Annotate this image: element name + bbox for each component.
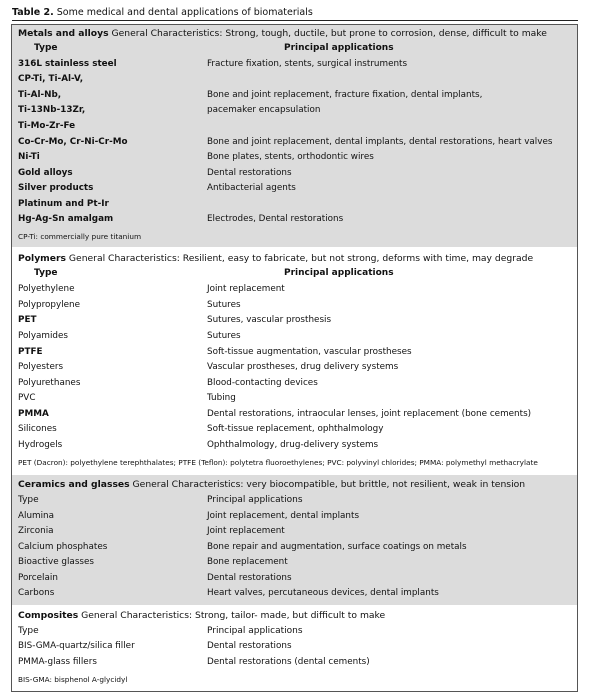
- section-metals: [12, 25, 578, 247]
- table-row: [12, 641, 578, 656]
- applications-column-header: Principal applications: [284, 268, 394, 278]
- table-row: [12, 331, 578, 346]
- table-row: [12, 378, 578, 393]
- section-characteristics: General Characteristics: Resilient, easy to fabricate, but not strong, deforms with time, may degrade: [68, 253, 534, 264]
- type-cell: PMMA: [18, 409, 49, 419]
- application-cell: Fracture fixation, stents, surgical instruments: [207, 59, 408, 69]
- table-row: [12, 284, 578, 299]
- section-name: Metals and alloys: [18, 28, 109, 39]
- section-characteristics: General Characteristics: Strong, tough, ductile, but prone to corrosion, dense, difficult to make: [111, 28, 547, 39]
- type-cell: Ti-13Nb-13Zr,: [18, 105, 86, 115]
- table-row: [12, 511, 578, 526]
- table-row: [12, 214, 578, 229]
- table-row: [12, 526, 578, 541]
- type-column-header: Type: [34, 268, 58, 278]
- table-row: [12, 74, 578, 89]
- table-row: [12, 409, 578, 424]
- application-cell: Joint replacement, dental implants: [207, 511, 360, 521]
- application-cell: Joint replacement: [207, 284, 285, 294]
- type-cell: Polyamides: [18, 331, 69, 341]
- section-polymers: [12, 249, 578, 474]
- section-footnote: BIS-GMA: bisphenol A-glycidyl: [18, 675, 128, 684]
- type-cell: Polyesters: [18, 362, 64, 372]
- caption-label: Table 2.: [12, 7, 54, 18]
- type-cell: PMMA-glass fillers: [18, 657, 97, 667]
- application-cell: Bone repair and augmentation, surface coatings on metals: [207, 542, 467, 552]
- application-cell: Joint replacement: [207, 526, 285, 536]
- type-cell: CP-Ti, Ti-Al-V,: [18, 74, 84, 84]
- type-cell: BIS-GMA-quartz/silica filler: [18, 641, 135, 651]
- section-composites: [12, 606, 578, 692]
- application-cell: Blood-contacting devices: [207, 378, 318, 388]
- type-cell: Platinum and Pt-Ir: [18, 199, 109, 209]
- table-row: [12, 152, 578, 167]
- applications-column-header: Principal applications: [284, 43, 394, 53]
- application-cell: Bone and joint replacement, fracture fixation, dental implants,: [207, 90, 483, 100]
- type-cell: Bioactive glasses: [18, 557, 94, 567]
- applications-column-header: Principal applications: [207, 626, 303, 636]
- type-cell: PVC: [18, 393, 36, 403]
- section-characteristics: General Characteristics: Strong, tailor- made, but difficult to make: [81, 610, 386, 621]
- application-cell: Dental restorations: [207, 641, 292, 651]
- type-cell: PTFE: [18, 347, 43, 357]
- table-row: [12, 440, 578, 455]
- application-cell: Antibacterial agents: [207, 183, 296, 193]
- table-row: [12, 300, 578, 315]
- type-cell: Carbons: [18, 588, 55, 598]
- type-cell: Ti-Al-Nb,: [18, 90, 62, 100]
- type-cell: Porcelain: [18, 573, 58, 583]
- table-row: [12, 90, 578, 105]
- application-cell: pacemaker encapsulation: [207, 105, 321, 115]
- type-cell: Alumina: [18, 511, 55, 521]
- section-header: [18, 610, 385, 621]
- section-footnote: PET (Dacron): polyethylene terephthalates; PTFE (Teflon): polytetra fluoroethylenes; PVC: polyvinyl chlorides; PMMA: polymethyl methacrylate: [18, 458, 538, 467]
- section-name: Ceramics and glasses: [18, 479, 130, 490]
- type-cell: Calcium phosphates: [18, 542, 108, 552]
- section-header: [18, 253, 533, 264]
- application-cell: Tubing: [207, 393, 236, 403]
- application-cell: Sutures: [207, 300, 241, 310]
- type-column-header: Type: [18, 495, 39, 505]
- application-cell: Dental restorations (dental cements): [207, 657, 370, 667]
- type-cell: Hydrogels: [18, 440, 63, 450]
- section-name: Polymers: [18, 253, 66, 264]
- table-row: [12, 657, 578, 672]
- type-cell: Ti-Mo-Zr-Fe: [18, 121, 76, 131]
- table-row: [12, 183, 578, 198]
- section-ceramics: [12, 475, 578, 605]
- type-column-header: Type: [18, 626, 39, 636]
- table-row: [12, 557, 578, 572]
- application-cell: Electrodes, Dental restorations: [207, 214, 344, 224]
- type-cell: Polyethylene: [18, 284, 75, 294]
- type-cell: 316L stainless steel: [18, 59, 117, 69]
- section-footnote: CP-Ti: commercially pure titanium: [18, 232, 142, 241]
- application-cell: Dental restorations: [207, 573, 292, 583]
- table-row: [12, 588, 578, 603]
- table-row: [12, 424, 578, 439]
- table-row: [12, 105, 578, 120]
- application-cell: Heart valves, percutaneous devices, dental implants: [207, 588, 439, 598]
- application-cell: Dental restorations, intraocular lenses, joint replacement (bone cements): [207, 409, 532, 419]
- table-row: [12, 542, 578, 557]
- type-column-header: Type: [34, 43, 58, 53]
- applications-column-header: Principal applications: [207, 495, 303, 505]
- application-cell: Vascular prostheses, drug delivery systems: [207, 362, 399, 372]
- table-row: [12, 393, 578, 408]
- table-row: [12, 121, 578, 136]
- table-row: [12, 168, 578, 183]
- table-row: [12, 362, 578, 377]
- type-cell: Polyurethanes: [18, 378, 81, 388]
- section-characteristics: General Characteristics: very biocompatible, but brittle, not resilient, weak in tension: [132, 479, 526, 490]
- caption-title: Some medical and dental applications of biomaterials: [56, 7, 313, 18]
- table-caption: [12, 7, 578, 21]
- application-cell: Sutures, vascular prosthesis: [207, 315, 332, 325]
- application-cell: Ophthalmology, drug-delivery systems: [207, 440, 379, 450]
- application-cell: Bone replacement: [207, 557, 288, 567]
- table-row: [12, 137, 578, 152]
- type-cell: Silicones: [18, 424, 57, 434]
- table-row: [12, 347, 578, 362]
- type-cell: Gold alloys: [18, 168, 73, 178]
- type-cell: Hg-Ag-Sn amalgam: [18, 214, 114, 224]
- table-row: [12, 315, 578, 330]
- type-cell: Ni-Ti: [18, 152, 40, 162]
- application-cell: Bone and joint replacement, dental implants, dental restorations, heart valves: [207, 137, 553, 147]
- application-cell: Dental restorations: [207, 168, 292, 178]
- section-name: Composites: [18, 610, 79, 621]
- type-cell: Polypropylene: [18, 300, 81, 310]
- table-row: [12, 59, 578, 74]
- type-cell: Zirconia: [18, 526, 54, 536]
- application-cell: Bone plates, stents, orthodontic wires: [207, 152, 374, 162]
- type-cell: PET: [18, 315, 37, 325]
- application-cell: Sutures: [207, 331, 241, 341]
- type-cell: Silver products: [18, 183, 94, 193]
- application-cell: Soft-tissue replacement, ophthalmology: [207, 424, 384, 434]
- section-header: [18, 28, 547, 39]
- type-cell: Co-Cr-Mo, Cr-Ni-Cr-Mo: [18, 137, 128, 147]
- table-row: [12, 573, 578, 588]
- table-row: [12, 199, 578, 214]
- section-header: [18, 479, 525, 490]
- application-cell: Soft-tissue augmentation, vascular prostheses: [207, 347, 412, 357]
